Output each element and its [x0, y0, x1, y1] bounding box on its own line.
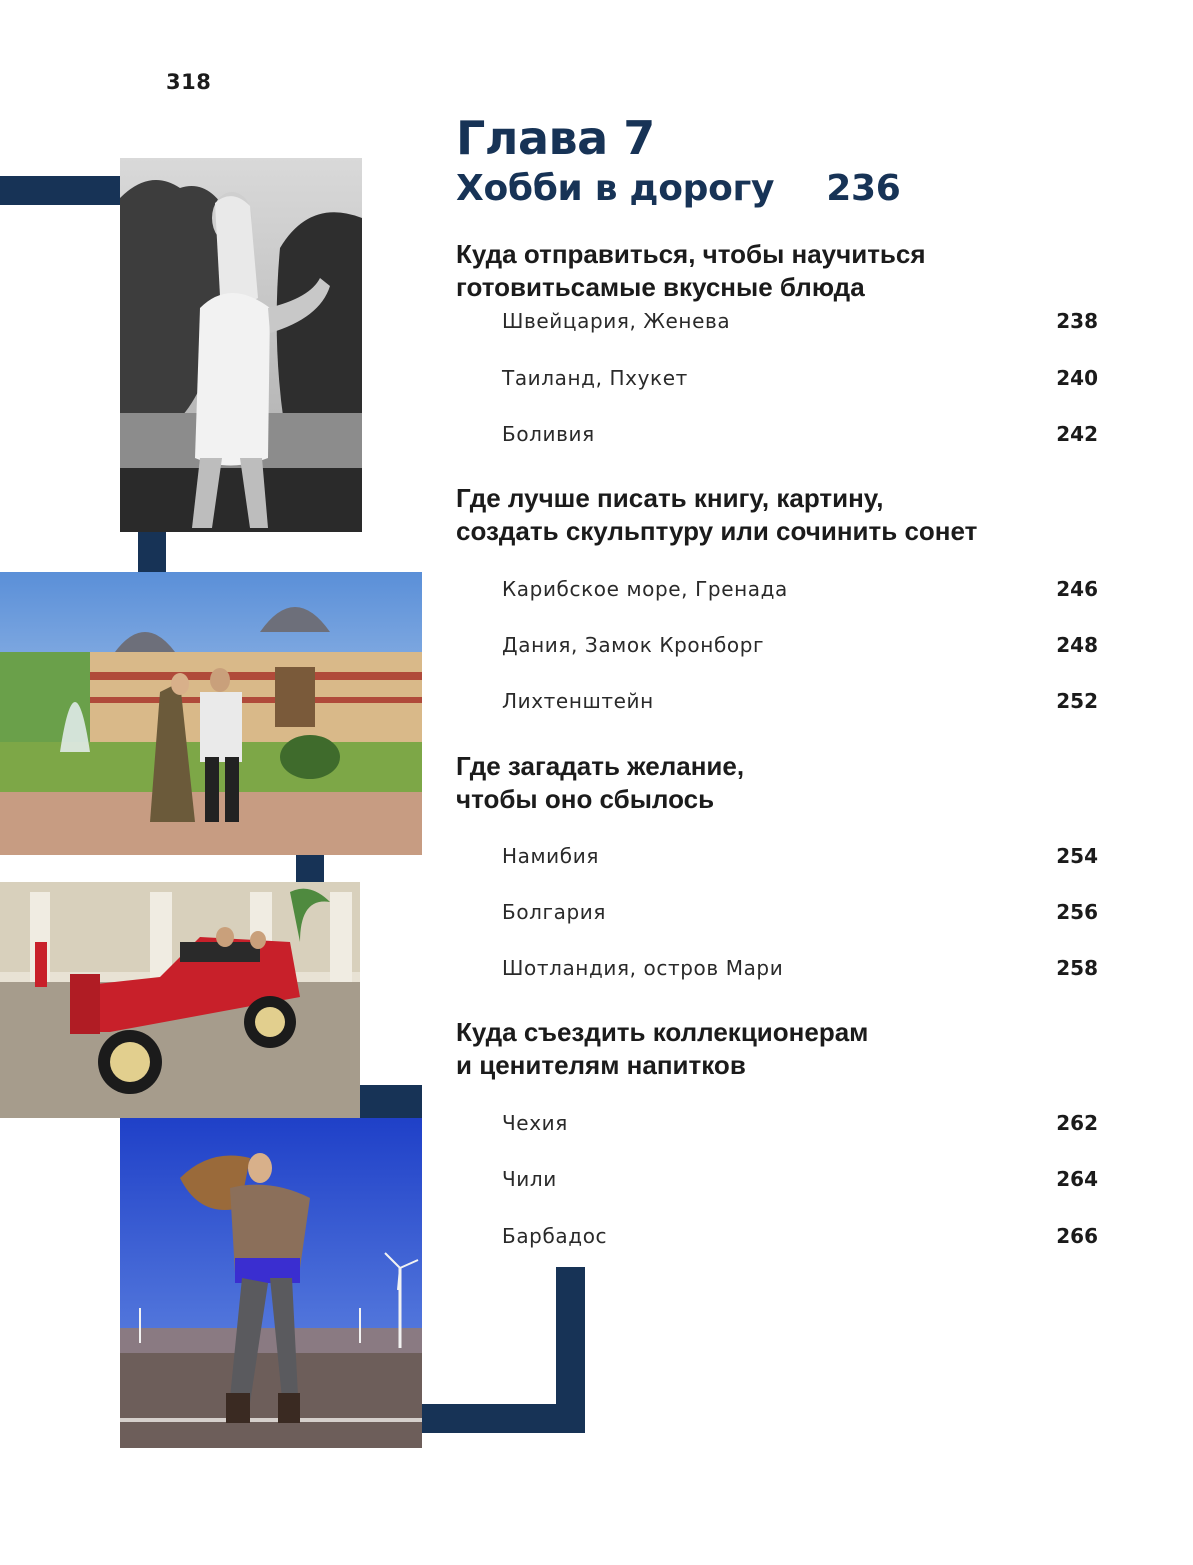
- section-title: [456, 1016, 868, 1082]
- section-title-line: Где загадать желание,: [456, 751, 745, 781]
- toc-entry-page: 242: [1056, 422, 1098, 446]
- page-number: 318: [166, 70, 212, 94]
- toc-entry-page: 258: [1056, 956, 1098, 980]
- section-title: [456, 482, 977, 548]
- toc-entry[interactable]: [502, 364, 1098, 392]
- photo-red-vintage-car: [0, 882, 360, 1118]
- chapter-label: Глава 7: [456, 111, 655, 165]
- section-title-line: готовитьсамые вкусные блюда: [456, 272, 865, 302]
- toc-entry-name: Таиланд, Пхукет: [502, 366, 688, 390]
- decorative-bar-under-photo-1: [138, 531, 166, 573]
- toc-entry-name: Боливия: [502, 422, 595, 446]
- toc-entry-page: 266: [1056, 1224, 1098, 1248]
- chapter-page-number: 236: [826, 168, 901, 209]
- toc-entry[interactable]: [502, 1222, 1098, 1250]
- toc-entry-name: Шотландия, остров Мари: [502, 956, 784, 980]
- toc-entry[interactable]: [502, 575, 1098, 603]
- toc-entry-name: Лихтенштейн: [502, 689, 654, 713]
- toc-entry[interactable]: [502, 631, 1098, 659]
- toc-entry-name: Намибия: [502, 844, 599, 868]
- toc-entry-name: Болгария: [502, 900, 607, 924]
- section-title: [456, 238, 926, 304]
- toc-entry-name: Чили: [502, 1167, 557, 1191]
- section-title-line: создать скульптуру или сочинить сонет: [456, 516, 978, 546]
- toc-entry-page: 246: [1056, 577, 1098, 601]
- section-title-line: Где лучше писать книгу, картину,: [456, 483, 884, 513]
- toc-entry-page: 252: [1056, 689, 1098, 713]
- toc-entry[interactable]: [502, 898, 1098, 926]
- toc-entry-name: Карибское море, Гренада: [502, 577, 788, 601]
- toc-entry[interactable]: [502, 842, 1098, 870]
- decorative-bar-bottom-horizontal: [420, 1404, 585, 1433]
- toc-entry-name: Чехия: [502, 1111, 568, 1135]
- toc-entry[interactable]: [502, 307, 1098, 335]
- toc-entry-page: 238: [1056, 309, 1098, 333]
- section-title-line: и ценителям напитков: [456, 1050, 746, 1080]
- toc-entry-name: Барбадос: [502, 1224, 608, 1248]
- chapter-heading: [456, 166, 900, 212]
- toc-entry[interactable]: [502, 954, 1098, 982]
- toc-entry-page: 264: [1056, 1167, 1098, 1191]
- toc-entry-page: 254: [1056, 844, 1098, 868]
- toc-entry[interactable]: [502, 420, 1098, 448]
- toc-entry[interactable]: [502, 1165, 1098, 1193]
- photo-woman-desert-windmills: [120, 1118, 422, 1448]
- section-title-line: чтобы оно сбылось: [456, 784, 715, 814]
- toc-entry-page: 248: [1056, 633, 1098, 657]
- toc-entry-page: 262: [1056, 1111, 1098, 1135]
- chapter-title: Хобби в дорогу: [456, 168, 775, 209]
- toc-entry-name: Дания, Замок Кронборг: [502, 633, 765, 657]
- toc-entry[interactable]: [502, 1109, 1098, 1137]
- toc-entry[interactable]: [502, 687, 1098, 715]
- section-title: [456, 750, 744, 816]
- section-title-line: Куда съездить коллекционерам: [456, 1017, 869, 1047]
- toc-entry-page: 256: [1056, 900, 1098, 924]
- decorative-bar-under-photo-2: [296, 854, 324, 882]
- decorative-bar-top-left: [0, 176, 122, 205]
- toc-entry-page: 240: [1056, 366, 1098, 390]
- photo-couple-building: [0, 572, 422, 855]
- section-title-line: Куда отправиться, чтобы научиться: [456, 239, 926, 269]
- toc-entry-name: Швейцария, Женева: [502, 309, 731, 333]
- photo-woman-rocks: [120, 158, 362, 532]
